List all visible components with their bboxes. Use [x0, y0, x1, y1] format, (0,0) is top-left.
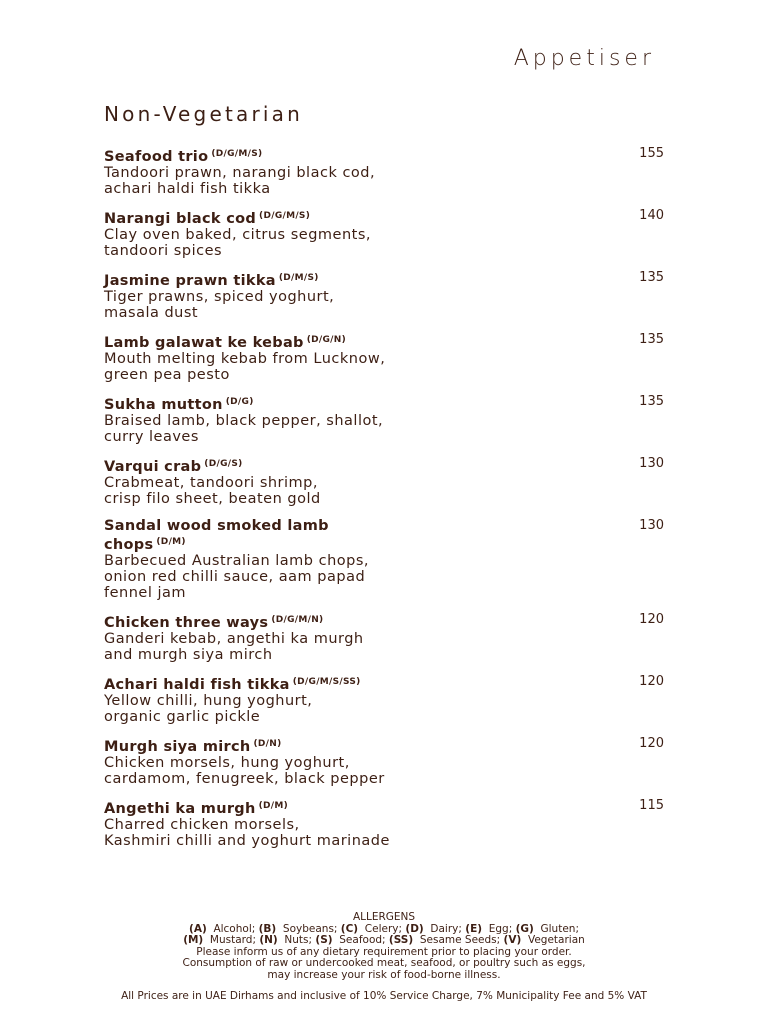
description-line: Mouth melting kebab from Lucknow, — [104, 351, 386, 367]
allergen-tags: (D/M/S) — [278, 273, 319, 283]
item-name-text: Varqui crab — [104, 459, 202, 475]
item-price: 135 — [639, 270, 664, 285]
description-line: onion red chilli sauce, aam papad — [104, 569, 366, 585]
description-line: crisp filo sheet, beaten gold — [104, 491, 321, 507]
allergen-tags: (D/G/M/S/SS) — [292, 677, 361, 687]
item-name — [104, 736, 404, 755]
item-price: 120 — [639, 612, 664, 627]
item-description — [104, 553, 664, 601]
menu-item — [104, 394, 664, 445]
menu-item — [104, 612, 664, 663]
item-description — [104, 475, 664, 507]
item-name — [104, 612, 404, 631]
menu-item — [104, 208, 664, 259]
item-price: 115 — [639, 798, 664, 813]
description-line: Charred chicken morsels, — [104, 817, 300, 833]
allergen-label: Seafood; — [339, 934, 386, 946]
item-price: 120 — [639, 736, 664, 751]
description-line: tandoori spices — [104, 243, 223, 259]
description-line: and murgh siya mirch — [104, 647, 273, 663]
description-line: achari haldi fish tikka — [104, 181, 271, 197]
description-line: curry leaves — [104, 429, 199, 445]
item-description — [104, 413, 664, 445]
allergen-tags: (D/M) — [156, 537, 186, 547]
item-description — [104, 693, 664, 725]
description-line: Tandoori prawn, narangi black cod, — [104, 165, 376, 181]
item-name — [104, 456, 404, 475]
description-line: Clay oven baked, citrus segments, — [104, 227, 371, 243]
item-price: 155 — [639, 146, 664, 161]
allergen-label: Mustard; — [209, 934, 256, 946]
item-name-text: Seafood trio — [104, 149, 209, 165]
allergen-code: (A) — [189, 922, 207, 935]
item-description — [104, 817, 664, 849]
price-note: All Prices are in UAE Dirhams and inclusive of 10% Service Charge, 7% Municipality Fee and 5% VAT — [121, 990, 647, 1002]
item-description — [104, 755, 664, 787]
allergen-tags: (D/G/M/S) — [259, 211, 311, 221]
menu-item — [104, 798, 664, 849]
allergen-label: Celery; — [364, 922, 403, 935]
description-line: cardamom, fenugreek, black pepper — [104, 771, 385, 787]
allergen-label: Nuts; — [284, 934, 313, 946]
item-name-text: Jasmine prawn tikka — [104, 273, 276, 289]
subsection-title: Non-Vegetarian — [104, 102, 303, 126]
item-name-text: Angethi ka murgh — [104, 801, 256, 817]
menu-item — [104, 332, 664, 383]
allergen-code: (S) — [315, 934, 333, 946]
menu-item — [104, 518, 664, 601]
description-line: Ganderi kebab, angethi ka murgh — [104, 631, 364, 647]
allergen-code: (G) — [515, 922, 534, 935]
item-description — [104, 165, 664, 197]
allergens-footer — [0, 912, 768, 981]
menu-item — [104, 146, 664, 197]
item-name-text: Sandal wood smoked lamb chops — [104, 518, 329, 553]
item-description — [104, 227, 664, 259]
allergen-label: Sesame Seeds; — [419, 934, 501, 946]
description-line: Kashmiri chilli and yoghurt marinade — [104, 833, 390, 849]
dietary-notice-1: Please inform us of any dietary requirement prior to placing your order. — [196, 945, 572, 958]
description-line: green pea pesto — [104, 367, 230, 383]
item-name — [104, 394, 404, 413]
allergen-code: (SS) — [388, 934, 414, 946]
item-name-text: Murgh siya mirch — [104, 739, 251, 755]
item-name — [104, 518, 404, 553]
allergen-tags: (D/G) — [225, 397, 254, 407]
allergen-label: Alcohol; — [213, 922, 256, 935]
item-name — [104, 270, 404, 289]
item-description — [104, 631, 664, 663]
allergen-tags: (D/M) — [258, 801, 289, 811]
item-name-text: Achari haldi fish tikka — [104, 677, 290, 693]
description-line: Yellow chilli, hung yoghurt, — [104, 693, 313, 709]
description-line: masala dust — [104, 305, 199, 321]
item-price: 120 — [639, 674, 664, 689]
description-line: Braised lamb, black pepper, shallot, — [104, 413, 384, 429]
item-description — [104, 289, 664, 321]
item-name-text: Narangi black cod — [104, 211, 257, 227]
menu-item — [104, 674, 664, 725]
item-price: 130 — [639, 456, 664, 471]
item-name-text: Lamb galawat ke kebab — [104, 335, 304, 351]
allergen-code: (N) — [259, 934, 278, 946]
dietary-notice-2: Consumption of raw or undercooked meat, seafood, or poultry such as eggs, — [182, 957, 586, 969]
allergen-code: (D) — [405, 922, 424, 935]
menu-item — [104, 736, 664, 787]
item-name — [104, 332, 404, 351]
allergen-tags: (D/G/M/S) — [211, 149, 263, 159]
item-price: 140 — [639, 208, 664, 223]
dietary-notice-3: may increase your risk of food-borne illness. — [267, 968, 501, 981]
description-line: Crabmeat, tandoori shrimp, — [104, 475, 318, 491]
allergen-code: (B) — [258, 922, 277, 935]
allergen-label: Vegetarian — [527, 934, 585, 946]
menu-item — [104, 456, 664, 507]
item-name — [104, 798, 404, 817]
item-price: 135 — [639, 332, 664, 347]
item-description — [104, 351, 664, 383]
allergen-label: Dairy; — [430, 922, 462, 935]
item-name-text: Sukha mutton — [104, 397, 223, 413]
allergen-code: (M) — [183, 934, 204, 946]
description-line: Tiger prawns, spiced yoghurt, — [104, 289, 335, 305]
allergen-code: (V) — [503, 934, 522, 946]
allergen-label: Egg; — [488, 922, 513, 935]
allergen-code: (C) — [340, 922, 359, 935]
description-line: fennel jam — [104, 585, 187, 601]
allergen-tags: (D/G/M/N) — [271, 615, 324, 625]
menu-list — [104, 146, 664, 860]
allergen-label: Gluten; — [540, 922, 579, 935]
allergen-code: (E) — [465, 922, 483, 935]
item-name — [104, 146, 404, 165]
allergen-tags: (D/G/N) — [306, 335, 347, 345]
item-name — [104, 674, 404, 693]
allergens-title: ALLERGENS — [352, 911, 416, 923]
item-price: 130 — [639, 518, 664, 533]
item-name-text: Chicken three ways — [104, 615, 269, 631]
item-price: 135 — [639, 394, 664, 409]
menu-item — [104, 270, 664, 321]
item-name — [104, 208, 404, 227]
section-title: Appetiser — [513, 46, 655, 71]
allergen-label: Soybeans; — [282, 922, 338, 935]
description-line: Chicken morsels, hung yoghurt, — [104, 755, 350, 771]
allergen-tags: (D/N) — [253, 739, 282, 749]
description-line: organic garlic pickle — [104, 709, 261, 725]
allergens-line-2 — [0, 935, 768, 947]
allergen-tags: (D/G/S) — [204, 459, 243, 469]
description-line: Barbecued Australian lamb chops, — [104, 553, 370, 569]
